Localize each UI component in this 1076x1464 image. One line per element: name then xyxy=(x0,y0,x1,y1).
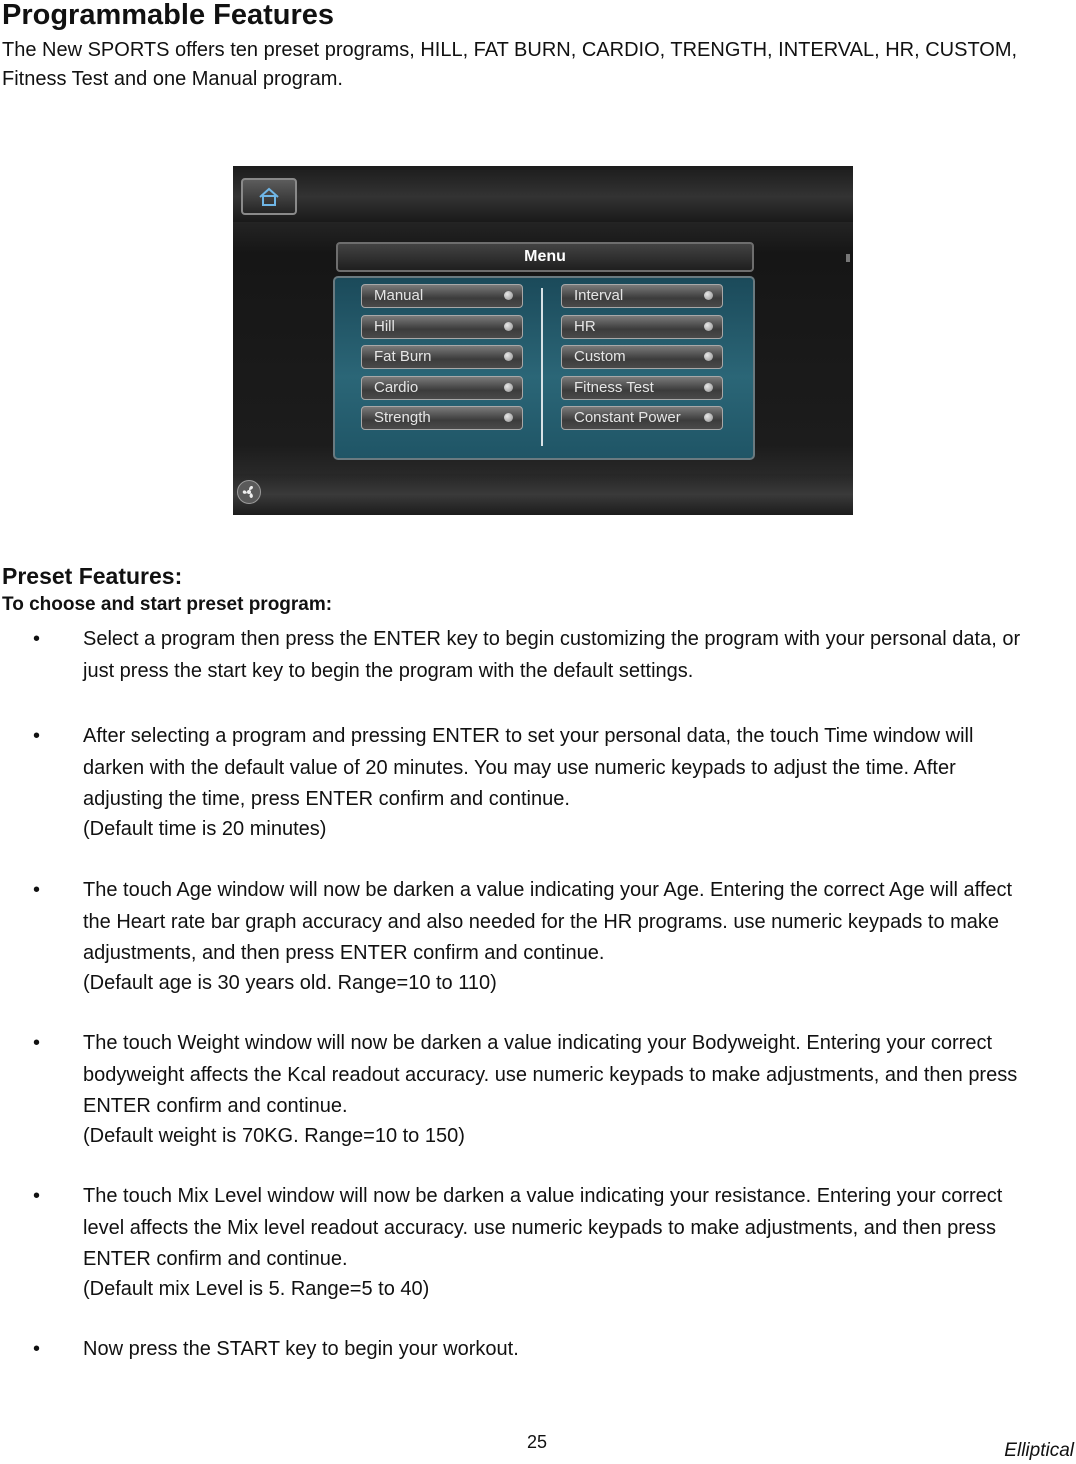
screen-bottom-bar xyxy=(233,474,853,515)
indicator-dot-icon xyxy=(704,383,713,392)
bullet-note: (Default weight is 70KG. Range=10 to 150) xyxy=(83,1124,465,1147)
bullet-text: Select a program then press the ENTER key to begin customizing the program with your personal data, or just press the start key to begin the program with the default settings. xyxy=(83,628,1021,682)
indicator-dot-icon xyxy=(504,413,513,422)
menu-item-cardio[interactable] xyxy=(361,376,523,400)
screen-top-bar xyxy=(233,166,853,222)
menu-divider xyxy=(541,288,543,446)
menu-item-interval[interactable] xyxy=(561,284,723,308)
menu-column-right xyxy=(561,284,723,437)
bullet-mark: • xyxy=(33,1185,41,1207)
menu-item-label: Fitness Test xyxy=(574,378,654,396)
fan-icon xyxy=(241,484,257,500)
menu-item-label: Manual xyxy=(374,287,424,304)
page-number: 25 xyxy=(527,1432,548,1452)
indicator-dot-icon xyxy=(704,352,713,361)
menu-item-label: Fat Burn xyxy=(374,348,432,365)
home-button[interactable] xyxy=(241,178,297,215)
menu-item-label: Cardio xyxy=(374,378,419,396)
bullet-mark: • xyxy=(33,1032,41,1054)
list-item xyxy=(33,1028,1033,1149)
bullet-mark: • xyxy=(33,628,41,650)
menu-item-hr[interactable] xyxy=(561,315,723,339)
section-title: Preset Features: xyxy=(2,563,183,589)
bullet-text: The touch Mix Level window will now be darken a value indicating your resistance. Entering your correct level affects the Mix level readout accuracy. use numeric keypads to make adjustments, and then press ENTER confirm and continue. xyxy=(83,1185,1003,1270)
bullet-note: (Default time is 20 minutes) xyxy=(83,817,327,840)
bullet-note: (Default age is 30 years old. Range=10 to 110) xyxy=(83,971,497,994)
menu-item-label: HR xyxy=(574,317,596,335)
indicator-dot-icon xyxy=(504,291,513,300)
bullet-text: Now press the START key to begin your workout. xyxy=(83,1338,519,1360)
sub-title: To choose and start preset program: xyxy=(2,594,333,615)
bullet-mark: • xyxy=(33,725,41,747)
bullet-text: After selecting a program and pressing ENTER to set your personal data, the touch Time window will darken with the default value of 20 minutes. You may use numeric keypads to adjust the time. After adjusting the time, press ENTER confirm and continue. xyxy=(83,725,974,810)
list-item xyxy=(33,1181,1033,1302)
menu-item-label: Constant Power xyxy=(574,409,681,426)
menu-item-strength[interactable] xyxy=(361,406,523,430)
console-screenshot xyxy=(233,166,853,515)
page-title: Programmable Features xyxy=(2,0,335,31)
menu-item-manual[interactable] xyxy=(361,284,523,308)
home-icon xyxy=(257,187,281,207)
side-indicator xyxy=(846,254,850,262)
indicator-dot-icon xyxy=(704,291,713,300)
fan-button[interactable] xyxy=(237,480,261,504)
list-item xyxy=(33,1334,1033,1366)
menu-item-label: Custom xyxy=(574,348,626,365)
menu-item-constant-power[interactable] xyxy=(561,406,723,430)
indicator-dot-icon xyxy=(504,322,513,331)
bullet-note: (Default mix Level is 5. Range=5 to 40) xyxy=(83,1277,430,1300)
menu-item-label: Hill xyxy=(374,317,395,335)
intro-paragraph: The New SPORTS offers ten preset programs, HILL, FAT BURN, CARDIO, TRENGTH, INTERVAL, HR, CUSTOM, Fitness Test and one Manual program. xyxy=(2,39,1018,90)
list-item xyxy=(33,721,1033,842)
menu-item-fitness-test[interactable] xyxy=(561,376,723,400)
menu-item-label: Interval xyxy=(574,287,624,304)
menu-item-fat-burn[interactable] xyxy=(361,345,523,369)
menu-header: Menu xyxy=(336,242,754,272)
bullet-text: The touch Weight window will now be darken a value indicating your Bodyweight. Entering your correct bodyweight affects the Kcal readout accuracy. use numeric keypads to make adjustments, and then press ENTER confirm and continue. xyxy=(83,1032,1018,1117)
list-item xyxy=(33,875,1033,996)
program-menu-panel xyxy=(333,276,755,460)
indicator-dot-icon xyxy=(504,352,513,361)
bullet-mark: • xyxy=(33,879,41,901)
menu-column-left xyxy=(361,284,523,437)
menu-item-label: Strength xyxy=(374,409,431,426)
menu-item-hill[interactable] xyxy=(361,315,523,339)
indicator-dot-icon xyxy=(704,413,713,422)
indicator-dot-icon xyxy=(704,322,713,331)
indicator-dot-icon xyxy=(504,383,513,392)
footer-label: Elliptical xyxy=(1004,1440,1074,1461)
list-item xyxy=(33,624,1033,687)
bullet-text: The touch Age window will now be darken a value indicating your Age. Entering the correct Age will affect the Heart rate bar graph accuracy and also needed for the HR programs. use numeric keypads to make adjustments, and then press ENTER confirm and continue. xyxy=(83,879,1013,964)
menu-item-custom[interactable] xyxy=(561,345,723,369)
bullet-mark: • xyxy=(33,1338,41,1360)
